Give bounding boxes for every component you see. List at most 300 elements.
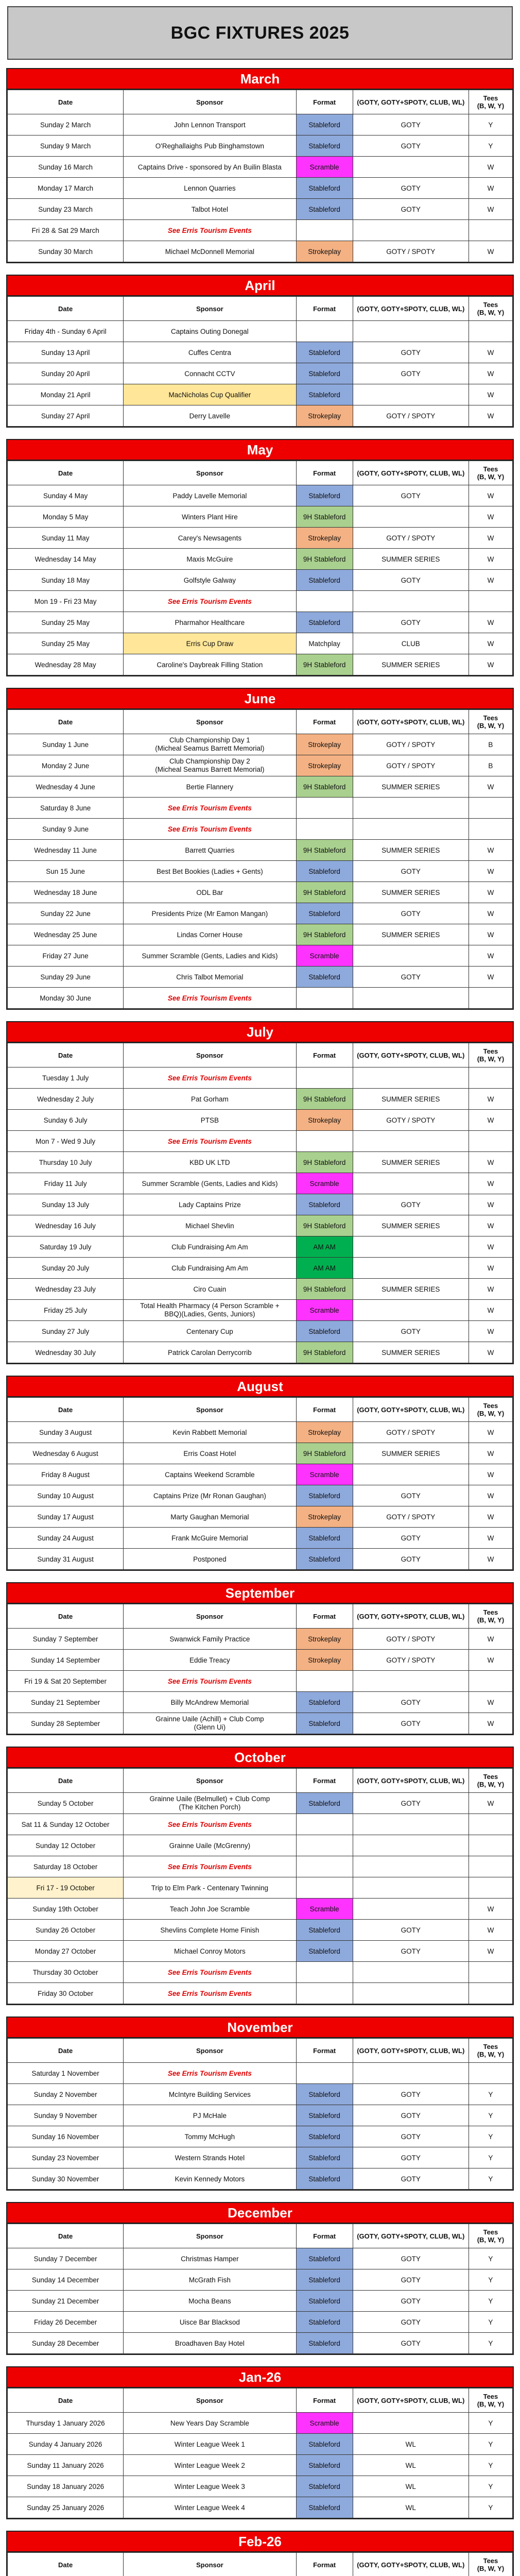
competition-cell: GOTY / SPOTY <box>353 405 469 427</box>
sponsor-cell: Club Fundraising Am Am <box>124 1258 296 1279</box>
tees-header: Tees (B, W, Y) <box>469 2224 512 2248</box>
format-cell: Stableford <box>296 363 353 384</box>
date-cell: Saturday 8 June <box>8 798 124 819</box>
tees-cell: Y <box>469 135 512 157</box>
format-header: Format <box>296 2388 353 2413</box>
header-row <box>8 1043 513 1067</box>
sponsor-cell: Derry Lavelle <box>124 405 296 427</box>
tees-cell <box>469 220 512 241</box>
competition-cell: SUMMER SERIES <box>353 654 469 675</box>
format-cell: Stableford <box>296 2333 353 2354</box>
table-row <box>8 2455 513 2476</box>
format-cell: Stableford <box>296 2269 353 2291</box>
date-cell: Sunday 17 August <box>8 1506 124 1528</box>
tees-cell: W <box>469 1321 512 1342</box>
month-header: July <box>7 1022 513 1043</box>
sponsor-cell: Uisce Bar Blacksod <box>124 2312 296 2333</box>
tees-cell <box>469 1877 512 1899</box>
date-header: Date <box>8 710 124 734</box>
tees-cell: B <box>469 755 512 776</box>
format-cell: Scramble <box>296 2413 353 2434</box>
tees-cell: W <box>469 776 512 798</box>
month-section <box>6 2016 514 2191</box>
table-row <box>8 2312 513 2333</box>
sponsor-cell: Frank McGuire Memorial <box>124 1528 296 1549</box>
sponsor-cell: Captains Drive - sponsored by An Builin Blasta <box>124 157 296 178</box>
sponsor-cell: Swanwick Family Practice <box>124 1629 296 1650</box>
sponsor-cell: See Erris Tourism Events <box>124 1856 296 1877</box>
sponsor-cell: Grainne Uaile (McGrenny) <box>124 1835 296 1856</box>
format-cell: 9H Stableford <box>296 506 353 528</box>
table-row <box>8 945 513 967</box>
date-cell: Sunday 25 May <box>8 633 124 654</box>
tees-cell: W <box>469 528 512 549</box>
header-row <box>8 1398 513 1422</box>
month-header: April <box>7 276 513 296</box>
competition-cell: GOTY / SPOTY <box>353 1629 469 1650</box>
date-cell: Sunday 21 December <box>8 2291 124 2312</box>
tees-cell: W <box>469 1422 512 1443</box>
fixtures-table <box>7 1397 513 1570</box>
competition-cell <box>353 819 469 840</box>
sponsor-cell: See Erris Tourism Events <box>124 2063 296 2084</box>
sponsor-cell: O'Reghallaighs Pub Binghamstown <box>124 135 296 157</box>
format-cell: Stableford <box>296 2434 353 2455</box>
table-row <box>8 1650 513 1671</box>
competition-cell <box>353 1835 469 1856</box>
date-header: Date <box>8 2388 124 2413</box>
table-row <box>8 528 513 549</box>
table-row <box>8 1549 513 1570</box>
sponsor-cell: Club Championship Day 2 (Micheal Seamus Barrett Memorial) <box>124 755 296 776</box>
sponsor-cell: McIntyre Building Services <box>124 2084 296 2105</box>
format-cell: Matchplay <box>296 633 353 654</box>
date-header: Date <box>8 2553 124 2576</box>
tees-cell: Y <box>469 2084 512 2105</box>
table-row <box>8 1671 513 1692</box>
format-cell <box>296 1131 353 1152</box>
tees-cell: W <box>469 199 512 220</box>
date-cell: Monday 5 May <box>8 506 124 528</box>
competition-cell: GOTY / SPOTY <box>353 755 469 776</box>
sponsor-cell: See Erris Tourism Events <box>124 591 296 612</box>
sponsor-cell: Kevin Kennedy Motors <box>124 2168 296 2190</box>
competition-cell <box>353 1877 469 1899</box>
competition-cell: GOTY / SPOTY <box>353 1506 469 1528</box>
competition-cell: GOTY <box>353 135 469 157</box>
tees-cell <box>469 1131 512 1152</box>
sponsor-cell: Christmas Hamper <box>124 2248 296 2269</box>
tees-cell: W <box>469 654 512 675</box>
format-cell: Stableford <box>296 114 353 135</box>
date-cell: Thursday 1 January 2026 <box>8 2413 124 2434</box>
sponsor-cell: See Erris Tourism Events <box>124 1131 296 1152</box>
tees-cell: Y <box>469 2455 512 2476</box>
sponsor-cell: See Erris Tourism Events <box>124 1814 296 1835</box>
competition-header: (GOTY, GOTY+SPOTY, CLUB, WL) <box>353 2388 469 2413</box>
sponsor-cell: Bertie Flannery <box>124 776 296 798</box>
sponsor-cell: Michael Shevlin <box>124 1215 296 1236</box>
sponsor-cell: Captains Weekend Scramble <box>124 1464 296 1485</box>
date-cell: Sunday 11 May <box>8 528 124 549</box>
date-cell: Wednesday 30 July <box>8 1342 124 1363</box>
date-cell: Sunday 2 March <box>8 114 124 135</box>
sponsor-cell: Kevin Rabbett Memorial <box>124 1422 296 1443</box>
competition-cell: SUMMER SERIES <box>353 549 469 570</box>
format-cell: Scramble <box>296 945 353 967</box>
format-cell: AM AM <box>296 1258 353 1279</box>
competition-header: (GOTY, GOTY+SPOTY, CLUB, WL) <box>353 1769 469 1793</box>
competition-cell: GOTY <box>353 1793 469 1814</box>
table-row <box>8 654 513 675</box>
sponsor-cell: Trip to Elm Park - Centenary Twinning <box>124 1877 296 1899</box>
tees-cell: W <box>469 1152 512 1173</box>
date-header: Date <box>8 90 124 114</box>
sponsor-cell: Michael Conroy Motors <box>124 1941 296 1962</box>
table-row <box>8 1194 513 1215</box>
sponsor-cell: Paddy Lavelle Memorial <box>124 485 296 506</box>
table-row <box>8 1814 513 1835</box>
tees-cell: W <box>469 1629 512 1650</box>
months-container <box>6 68 514 2576</box>
competition-cell <box>353 220 469 241</box>
tees-header: Tees (B, W, Y) <box>469 461 512 485</box>
header-row <box>8 90 513 114</box>
date-cell: Sunday 30 March <box>8 241 124 262</box>
date-cell: Sunday 16 November <box>8 2126 124 2147</box>
tees-cell: W <box>469 1549 512 1570</box>
date-cell: Sunday 18 May <box>8 570 124 591</box>
date-cell: Sunday 4 January 2026 <box>8 2434 124 2455</box>
tees-cell: W <box>469 612 512 633</box>
format-cell: Stableford <box>296 570 353 591</box>
date-cell: Fri 19 & Sat 20 September <box>8 1671 124 1692</box>
sponsor-header: Sponsor <box>124 2039 296 2063</box>
tees-header: Tees (B, W, Y) <box>469 2553 512 2576</box>
fixtures-table <box>7 1604 513 1734</box>
date-cell: Saturday 1 November <box>8 2063 124 2084</box>
fixtures-table <box>7 709 513 1009</box>
date-cell: Friday 27 June <box>8 945 124 967</box>
tees-cell: W <box>469 178 512 199</box>
table-row <box>8 199 513 220</box>
date-cell: Sunday 9 November <box>8 2105 124 2126</box>
tees-cell <box>469 1671 512 1692</box>
tees-cell: B <box>469 734 512 755</box>
date-cell: Sunday 13 July <box>8 1194 124 1215</box>
tees-header: Tees (B, W, Y) <box>469 1398 512 1422</box>
tees-cell: W <box>469 342 512 363</box>
format-header: Format <box>296 1604 353 1629</box>
format-cell: 9H Stableford <box>296 924 353 945</box>
competition-cell: GOTY <box>353 2168 469 2190</box>
table-row <box>8 2248 513 2269</box>
format-cell <box>296 1814 353 1835</box>
date-cell: Sunday 6 July <box>8 1110 124 1131</box>
date-cell: Sunday 24 August <box>8 1528 124 1549</box>
table-row <box>8 241 513 262</box>
competition-cell: GOTY <box>353 903 469 924</box>
competition-cell: GOTY <box>353 2105 469 2126</box>
format-cell: Scramble <box>296 1899 353 1920</box>
format-cell: Stableford <box>296 384 353 405</box>
date-cell: Friday 25 July <box>8 1300 124 1321</box>
format-cell: Stableford <box>296 485 353 506</box>
format-cell <box>296 1067 353 1089</box>
format-cell: 9H Stableford <box>296 1342 353 1363</box>
date-cell: Monday 2 June <box>8 755 124 776</box>
table-row <box>8 485 513 506</box>
table-row <box>8 220 513 241</box>
table-row <box>8 321 513 342</box>
sponsor-header: Sponsor <box>124 2388 296 2413</box>
sponsor-cell: Eddie Treacy <box>124 1650 296 1671</box>
competition-cell <box>353 1983 469 2004</box>
competition-cell: GOTY <box>353 178 469 199</box>
tees-cell: W <box>469 1899 512 1920</box>
date-cell: Wednesday 2 July <box>8 1089 124 1110</box>
tees-cell <box>469 591 512 612</box>
format-cell: 9H Stableford <box>296 1152 353 1173</box>
date-cell: Sunday 3 August <box>8 1422 124 1443</box>
sponsor-cell: Broadhaven Bay Hotel <box>124 2333 296 2354</box>
format-cell: Strokeplay <box>296 1506 353 1528</box>
sponsor-cell: New Years Day Scramble <box>124 2413 296 2434</box>
format-cell <box>296 819 353 840</box>
month-header: September <box>7 1583 513 1604</box>
competition-cell <box>353 1899 469 1920</box>
table-row <box>8 1920 513 1941</box>
tees-cell: W <box>469 1300 512 1321</box>
month-section <box>6 1582 514 1735</box>
table-row <box>8 1713 513 1734</box>
competition-cell <box>353 1814 469 1835</box>
sponsor-cell: See Erris Tourism Events <box>124 1671 296 1692</box>
format-cell: Stableford <box>296 1713 353 1734</box>
tees-header: Tees (B, W, Y) <box>469 90 512 114</box>
table-row <box>8 1300 513 1321</box>
table-row <box>8 967 513 988</box>
table-row <box>8 1131 513 1152</box>
format-cell: Scramble <box>296 1300 353 1321</box>
tees-header: Tees (B, W, Y) <box>469 297 512 321</box>
table-row <box>8 1983 513 2004</box>
competition-cell <box>353 1236 469 1258</box>
competition-cell <box>353 1067 469 1089</box>
sponsor-cell: McGrath Fish <box>124 2269 296 2291</box>
format-cell <box>296 1835 353 1856</box>
format-cell: Stableford <box>296 199 353 220</box>
table-row <box>8 2063 513 2084</box>
date-cell: Wednesday 23 July <box>8 1279 124 1300</box>
tees-cell: Y <box>469 2168 512 2190</box>
competition-cell <box>353 988 469 1009</box>
competition-cell: GOTY <box>353 2269 469 2291</box>
sponsor-cell: Winter League Week 1 <box>124 2434 296 2455</box>
competition-cell <box>353 591 469 612</box>
format-cell <box>296 988 353 1009</box>
table-row <box>8 1173 513 1194</box>
tees-cell: W <box>469 1485 512 1506</box>
table-row <box>8 2105 513 2126</box>
tees-cell <box>469 1856 512 1877</box>
date-cell: Saturday 19 July <box>8 1236 124 1258</box>
fixtures-table <box>7 1768 513 2004</box>
header-row <box>8 461 513 485</box>
competition-cell <box>353 1464 469 1485</box>
sponsor-header: Sponsor <box>124 710 296 734</box>
date-cell: Wednesday 11 June <box>8 840 124 861</box>
tees-header: Tees (B, W, Y) <box>469 710 512 734</box>
month-header: June <box>7 689 513 709</box>
tees-cell <box>469 321 512 342</box>
date-cell: Monday 17 March <box>8 178 124 199</box>
competition-cell: GOTY / SPOTY <box>353 1650 469 1671</box>
format-cell <box>296 798 353 819</box>
tees-cell: W <box>469 882 512 903</box>
format-cell: 9H Stableford <box>296 1443 353 1464</box>
tees-cell: W <box>469 1215 512 1236</box>
date-cell: Monday 27 October <box>8 1941 124 1962</box>
table-row <box>8 342 513 363</box>
competition-cell: GOTY <box>353 967 469 988</box>
sponsor-cell: Club Championship Day 1 (Micheal Seamus Barrett Memorial) <box>124 734 296 755</box>
competition-header: (GOTY, GOTY+SPOTY, CLUB, WL) <box>353 461 469 485</box>
date-cell: Sunday 7 December <box>8 2248 124 2269</box>
table-row <box>8 798 513 819</box>
format-cell: Scramble <box>296 1173 353 1194</box>
sponsor-cell: Mocha Beans <box>124 2291 296 2312</box>
format-cell: Strokeplay <box>296 1422 353 1443</box>
competition-cell: SUMMER SERIES <box>353 1089 469 1110</box>
tees-cell: W <box>469 1279 512 1300</box>
format-header: Format <box>296 2039 353 2063</box>
date-cell: Monday 30 June <box>8 988 124 1009</box>
sponsor-cell: Marty Gaughan Memorial <box>124 1506 296 1528</box>
format-cell: 9H Stableford <box>296 1279 353 1300</box>
sponsor-cell: Total Health Pharmacy (4 Person Scramble + BBQ)(Ladies, Gents, Juniors) <box>124 1300 296 1321</box>
tees-cell: W <box>469 1110 512 1131</box>
table-row <box>8 363 513 384</box>
competition-header: (GOTY, GOTY+SPOTY, CLUB, WL) <box>353 90 469 114</box>
tees-cell: Y <box>469 2126 512 2147</box>
competition-cell <box>353 1856 469 1877</box>
tees-cell: W <box>469 861 512 882</box>
competition-cell: GOTY <box>353 363 469 384</box>
date-header: Date <box>8 1604 124 1629</box>
tees-header: Tees (B, W, Y) <box>469 1604 512 1629</box>
tees-cell: W <box>469 633 512 654</box>
competition-cell <box>353 506 469 528</box>
date-cell: Sunday 5 October <box>8 1793 124 1814</box>
date-cell: Sunday 21 September <box>8 1692 124 1713</box>
sponsor-cell: See Erris Tourism Events <box>124 819 296 840</box>
table-row <box>8 612 513 633</box>
competition-cell: GOTY <box>353 1321 469 1342</box>
date-cell: Sunday 27 April <box>8 405 124 427</box>
date-cell: Sunday 23 March <box>8 199 124 220</box>
sponsor-cell: Winters Plant Hire <box>124 506 296 528</box>
competition-cell: GOTY <box>353 1692 469 1713</box>
competition-header: (GOTY, GOTY+SPOTY, CLUB, WL) <box>353 2553 469 2576</box>
format-cell: Stableford <box>296 861 353 882</box>
tees-cell <box>469 988 512 1009</box>
month-section <box>6 1376 514 1571</box>
tees-cell: Y <box>469 2312 512 2333</box>
month-header: March <box>7 69 513 90</box>
date-cell: Sunday 25 January 2026 <box>8 2497 124 2518</box>
tees-cell: W <box>469 241 512 262</box>
table-row <box>8 2126 513 2147</box>
format-cell <box>296 591 353 612</box>
tees-cell: W <box>469 506 512 528</box>
sponsor-cell: Shevlins Complete Home Finish <box>124 1920 296 1941</box>
sponsor-header: Sponsor <box>124 461 296 485</box>
sponsor-cell: Summer Scramble (Gents, Ladies and Kids) <box>124 945 296 967</box>
sponsor-cell: See Erris Tourism Events <box>124 220 296 241</box>
date-cell: Friday 4th - Sunday 6 April <box>8 321 124 342</box>
sponsor-cell: Erris Coast Hotel <box>124 1443 296 1464</box>
tees-cell: W <box>469 1650 512 1671</box>
tees-cell: W <box>469 924 512 945</box>
format-cell: Scramble <box>296 1464 353 1485</box>
format-cell: Stableford <box>296 2248 353 2269</box>
format-cell: 9H Stableford <box>296 882 353 903</box>
format-cell: 9H Stableford <box>296 654 353 675</box>
date-cell: Sunday 16 March <box>8 157 124 178</box>
format-header: Format <box>296 297 353 321</box>
tees-cell: W <box>469 1793 512 1814</box>
competition-header: (GOTY, GOTY+SPOTY, CLUB, WL) <box>353 1043 469 1067</box>
competition-cell: GOTY <box>353 2126 469 2147</box>
table-row <box>8 903 513 924</box>
tees-cell: Y <box>469 2476 512 2497</box>
date-cell: Sunday 10 August <box>8 1485 124 1506</box>
format-cell: Stableford <box>296 1793 353 1814</box>
table-row <box>8 2413 513 2434</box>
competition-cell: GOTY <box>353 612 469 633</box>
date-cell: Sunday 31 August <box>8 1549 124 1570</box>
date-cell: Sat 11 & Sunday 12 October <box>8 1814 124 1835</box>
sponsor-cell: Pat Gorham <box>124 1089 296 1110</box>
format-cell: Scramble <box>296 157 353 178</box>
page-title: BGC FIXTURES 2025 <box>7 6 513 60</box>
table-row <box>8 384 513 405</box>
sponsor-cell: Lady Captains Prize <box>124 1194 296 1215</box>
format-cell: Stableford <box>296 1549 353 1570</box>
sponsor-cell: Western Strands Hotel <box>124 2147 296 2168</box>
sponsor-cell: Pharmahor Healthcare <box>124 612 296 633</box>
tees-cell <box>469 798 512 819</box>
table-row <box>8 1528 513 1549</box>
table-row <box>8 1110 513 1131</box>
tees-cell: W <box>469 1941 512 1962</box>
date-cell: Sunday 14 September <box>8 1650 124 1671</box>
table-row <box>8 2168 513 2190</box>
month-header: Feb-26 <box>7 2532 513 2552</box>
tees-cell: Y <box>469 2105 512 2126</box>
tees-cell: W <box>469 1236 512 1258</box>
fixtures-table <box>7 2224 513 2354</box>
tees-cell: Y <box>469 114 512 135</box>
date-cell: Sunday 19th October <box>8 1899 124 1920</box>
date-cell: Sunday 2 November <box>8 2084 124 2105</box>
table-row <box>8 178 513 199</box>
sponsor-header: Sponsor <box>124 2553 296 2576</box>
tees-cell: W <box>469 405 512 427</box>
date-cell: Tuesday 1 July <box>8 1067 124 1089</box>
tees-cell: W <box>469 1342 512 1363</box>
